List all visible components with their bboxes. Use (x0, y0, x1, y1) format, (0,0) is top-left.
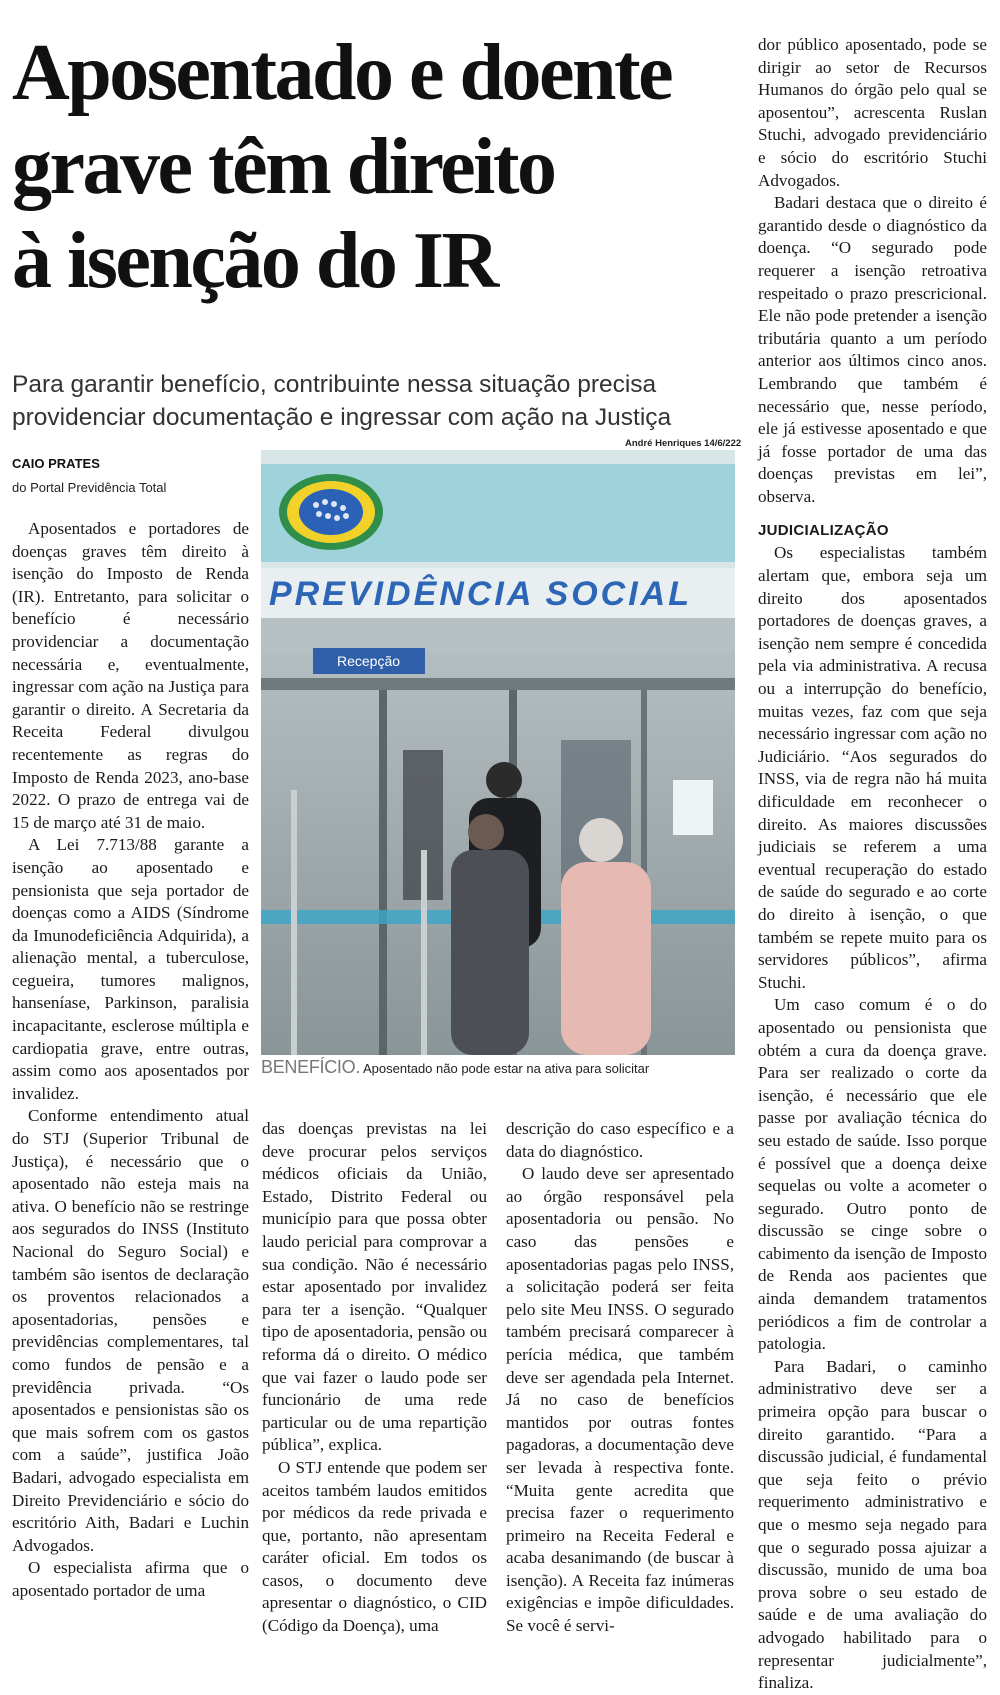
desk-sign-text: Recepção (337, 653, 401, 669)
paragraph: Um caso comum é o do aposentado ou pensionista que obtém a cura da doença grave. Para ser realizado o corte da isenção, é necessário que ele passe por avaliação técnica do seu estado de saúde. Isso porque é possível que a doença deixe sequelas ou volte a acometer o segurado. Outro ponto de discussão se cinge sobre o cabimento da isenção de Imposto de Renda aos pacientes que ainda demandem tratamentos periódicos a fim de controlar a patologia. (758, 995, 987, 1354)
paragraph: Conforme entendimento atual do STJ (Superior Tribunal de Justiça), é necessário que o aposentado não esteja mais na ativa. O benefício não se restringe aos segurados do INSS (Instituto Nacional do Seguro Social) e também são isentos de declaração os proventos relacionados a aposentadorias, pensões e previdências complementares, tal como fundos de pensão e a previdência privada. “Os aposentados e pensionistas são os que mais sofrem com os gastos com a saúde”, justifica João Badari, advogado especialista em Direito Previdenciário e sócio do escritório Aith, Badari e Luchin Advogados. (12, 1106, 249, 1555)
headline-line: grave têm direito (12, 123, 555, 211)
caption-label: BENEFÍCIO. (261, 1057, 361, 1077)
section-heading: JUDICIALIZAÇÃO (758, 522, 889, 540)
subheadline-line: providenciar documentação e ingressar com ação na Justiça (12, 404, 672, 431)
headline-line: Aposentado e doente (12, 29, 672, 117)
article-column-2 (262, 1118, 487, 1638)
byline-organization: do Portal Previdência Total (12, 480, 167, 495)
headline-line: à isenção do IR (12, 217, 497, 305)
subheadline (12, 368, 752, 434)
person-pink-jacket (561, 862, 651, 1055)
notice-board (673, 780, 713, 835)
photo-illustration (261, 450, 735, 1055)
paragraph: dor público aposentado, pode se dirigir ao setor de Recursos Humanos do órgão pelo qual se aposentou”, acrescenta Ruslan Stuchi, advogado previdenciário e sócio do escritório Stuchi Advogados. (758, 35, 987, 190)
caption-text: Aposentado não pode estar na ativa para solicitar (363, 1061, 650, 1076)
photo-sign-text: PREVIDÊNCIA SOCIAL (269, 575, 693, 613)
subheadline-line: Para garantir benefício, contribuinte nessa situação precisa (12, 371, 657, 398)
article-column-1 (12, 518, 249, 1603)
paragraph: Para Badari, o caminho administrativo deve ser a primeira opção para buscar o direito garantido. “Para a discussão judicial, é fundamental que seja feito o prévio requerimento administrativo e que o mesmo seja negado para que o segurado possa ajuizar a discussão, munido de uma boa prova sobre o seu estado de saúde e de uma avaliação do advogado habilitado para o representar judicialmente”, finaliza. (758, 1356, 987, 1693)
byline-author: CAIO PRATES (12, 456, 100, 471)
paragraph: Os especialistas também alertam que, embora seja um direito dos aposentados portadores de doenças graves, a isenção nem sempre é concedida pela via administrativa. A recusa ou a interrupção do benefício, muitas vezes, faz com que seja necessário ingressar com ação no Judiciário. “Aos segurados do INSS, via de regra não há muita dificuldade em reconhecer o direito. As maiores discussões judiciais se referem a uma eventual recuperação do estado de saúde do segurado e ao corte do direito à isenção, o que também se repete muito para os servidores públicos”, afirma Stuchi. (758, 543, 987, 992)
paragraph: O laudo deve ser apresentado ao órgão responsável pela aposentadoria ou pensão. No caso das pensões e aposentadorias pagas pelo INSS, a solicitação poderá ser feita pelo site Meu INSS. O segurado também precisará comparecer à perícia médica, que também deve ser agendada pela Internet. Já no caso de benefícios mantidos por outras fontes pagadoras, a documentação deve ser levada à respectiva fonte. “Muita gente acredita que precisa fazer o requerimento primeiro na Receita Federal e acaba desanimando (de buscar à isenção). A Receita faz inúmeras exigências e impõe dificuldades. Se você é servi- (506, 1164, 734, 1636)
article-photo (261, 450, 735, 1055)
paragraph: Badari destaca que o direito é garantido desde o diagnóstico da doença. “O segurado pode requerer a isenção retroativa respeitado o prazo prescricional. Ele não pode pretender a isenção tributária quanto a um período anterior aos últimos cinco anos. Lembrando que também é necessário que, nesse período, ele já estivesse aposentado e que já fosse portador de uma das doenças previstas em lei”, observa. (758, 193, 987, 506)
paragraph: descrição do caso específico e a data do diagnóstico. (506, 1119, 734, 1161)
headline (12, 26, 752, 308)
photo-caption (261, 1057, 735, 1078)
paragraph: Aposentados e portadores de doenças graves têm direito à isenção do Imposto de Renda (IR). Entretanto, para solicitar o benefício é necessário providenciar a documentação necessária e, eventualmente, ingressar com ação na Justiça para garantir o direito. A Secretaria da Receita Federal divulgou recentemente as regras do Imposto de Renda 2023, ano-base 2022. O prazo de entrega vai de 15 de março até 31 de maio. (12, 519, 249, 832)
paragraph: A Lei 7.713/88 garante a isenção ao aposentado e pensionista que seja portador de doenças como a AIDS (Síndrome da Imunodeficiência Adquirida), a alienação mental, a tuberculose, cegueira, tumores malignos, hanseníase, Parkinson, paralisia incapacitante, esclerose múltipla e cardiopatia grave, entre outras, assim como aos aposentados por invalidez. (12, 835, 249, 1103)
article-column-4 (758, 34, 987, 1695)
person-gray-jacket (451, 850, 529, 1055)
paragraph: O especialista afirma que o aposentado portador de uma (12, 1558, 249, 1600)
paragraph: O STJ entende que podem ser aceitos também laudos emitidos por médicos da rede privada e que, portanto, não apresentam caráter oficial. Em todos os casos, o documento deve apresentar o diagnóstico, o CID (Código da Doença), uma (262, 1457, 487, 1636)
article-column-3 (506, 1118, 734, 1638)
paragraph: das doenças previstas na lei deve procurar pelos serviços médicos oficiais da União, Estado, Distrito Federal ou município para que possa obter laudo pericial para comprovar a sua condição. Não é necessário estar aposentado por invalidez para ter a isenção. “Qualquer tipo de aposentadoria, pensão ou reforma dá o direito. O médico que vai fazer o laudo pode ser funcionário de uma rede particular ou de uma repartição pública”, explica. (262, 1119, 487, 1455)
photo-credit: André Henriques 14/6/222 (625, 438, 742, 449)
